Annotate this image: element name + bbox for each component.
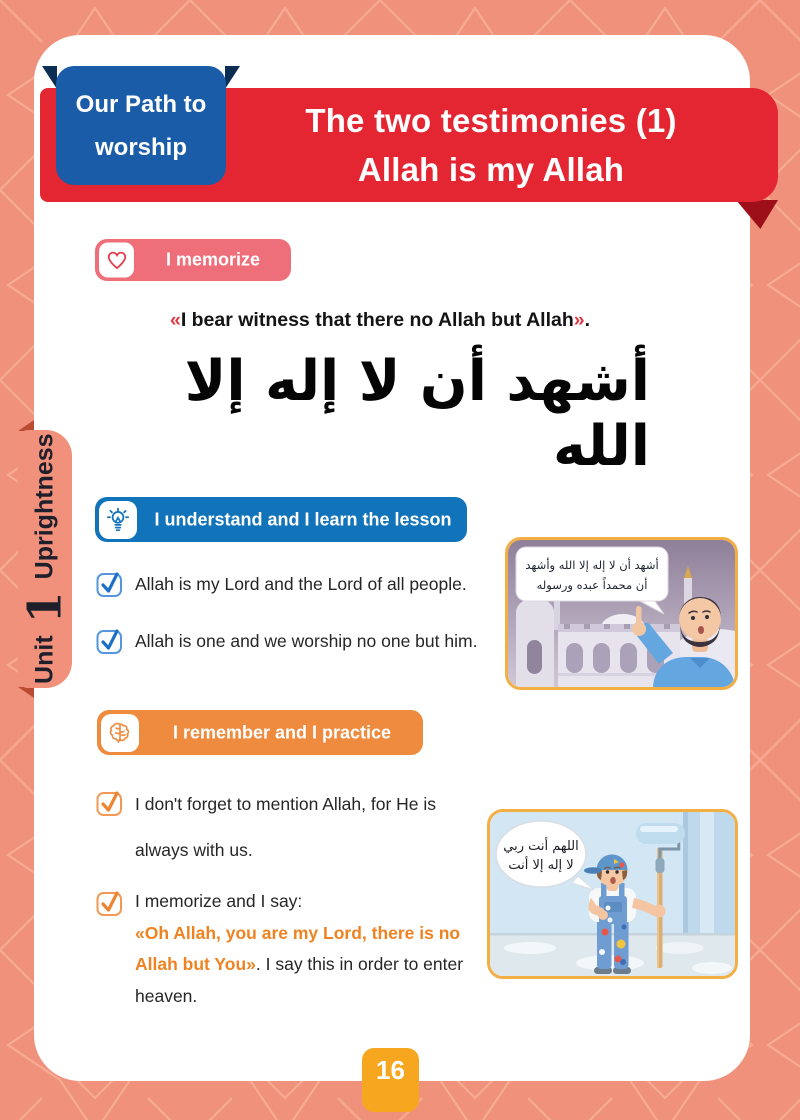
page-number-tab	[362, 1048, 419, 1112]
path-badge-line2: worship	[94, 134, 187, 161]
practice-point-2-text	[135, 886, 488, 1012]
shahada-calligraphy: أشهد أن لا إله إلا الله	[184, 349, 650, 479]
checkbox-checked-icon	[96, 888, 123, 917]
practice-point-2-prefix: I memorize and I say:	[135, 891, 303, 911]
unit-tab	[18, 430, 72, 688]
speech-bubble-dua-line2: لا إله إلا أنت	[508, 858, 574, 873]
unit-name: Uprightness	[30, 433, 59, 580]
practice-point-1-text: I don't forget to mention Allah, for He is always with us.	[135, 794, 437, 861]
our-path-to-worship-badge	[56, 66, 226, 185]
speech-bubble-shahada-line2: أن محمداً عبده ورسوله	[536, 578, 648, 592]
lesson-point-2	[96, 629, 526, 655]
checkbox-checked-icon	[96, 626, 123, 655]
practice-point-2-suffix: . I say this in order to enter heaven.	[135, 954, 464, 1006]
lesson-point-2-text: Allah is one and we worship no one but him.	[135, 631, 478, 651]
speech-bubble-shahada-line1: أشهد أن لا إله إلا الله وأشهد	[525, 558, 659, 572]
practice-section-badge	[97, 710, 423, 755]
close-guillemet: »	[573, 309, 585, 331]
unit-tab-text	[17, 433, 72, 685]
understand-badge-label: I understand and I learn the lesson	[154, 509, 452, 529]
checkbox-checked-icon	[96, 569, 123, 598]
unit-number: 1	[17, 591, 72, 624]
lesson-title	[230, 96, 752, 194]
understand-section-badge	[95, 497, 467, 542]
lesson-point-1-text: Allah is my Lord and the Lord of all people.	[135, 574, 467, 594]
illustration-man-mosque	[505, 537, 738, 690]
lightbulb-icon	[99, 501, 137, 539]
illustration-painter	[487, 809, 738, 979]
dua-quote: «Oh Allah, you are my Lord, there is no Allah but You»	[135, 922, 461, 974]
path-badge-line1: Our Path to	[75, 91, 207, 118]
shahada-translation-text: I bear witness that there no Allah but Allah	[180, 309, 574, 331]
page-number: 16	[376, 1055, 405, 1085]
memorize-section-badge	[95, 239, 291, 281]
brain-icon	[101, 714, 139, 752]
practice-point-2	[96, 886, 488, 1012]
open-guillemet: «	[169, 309, 181, 331]
heart-icon	[99, 243, 134, 278]
practice-badge-label: I remember and I practice	[172, 722, 392, 742]
shahada-translation	[80, 309, 680, 332]
unit-label: Unit	[30, 635, 59, 685]
speech-bubble-dua-line1: اللهم أنت ربي	[503, 839, 579, 854]
checkbox-checked-icon	[96, 788, 123, 817]
lesson-title-line2: Allah is my Allah	[357, 151, 625, 188]
lesson-point-1	[96, 572, 526, 598]
memorize-badge-label: I memorize	[165, 249, 261, 270]
sentence-period: .	[584, 309, 591, 331]
lesson-title-line1: The two testimonies (1)	[305, 102, 677, 139]
practice-point-1	[96, 781, 468, 874]
